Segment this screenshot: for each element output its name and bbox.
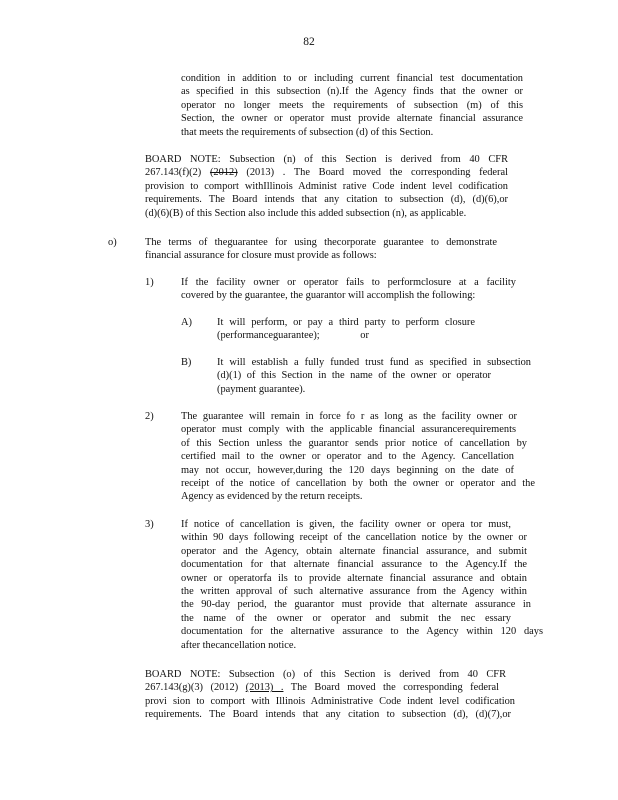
text-line: (d)(1) of this Section in the name of the owner or operator	[217, 370, 491, 382]
text-line: operator must comply with the applicable financial assurancerequirements	[181, 424, 516, 436]
text-line: as specified in this subsection (n).If the Agency finds that the owner or	[181, 86, 523, 98]
text-line: (payment guarantee).	[217, 383, 306, 395]
text-line: The terms of theguarantee for using thecorporate guarantee to demonstrate	[145, 237, 497, 248]
text-line: condition in addition to or including current financial test documentation	[181, 73, 523, 84]
text-line: Agency as evidenced by the return receipts.	[181, 491, 363, 503]
text-line: owner or operatorfa ils to provide alternate financial assurance and obtain	[181, 572, 527, 584]
text-line: the name of the owner or operator and submit the nec essary	[181, 612, 511, 624]
text-line	[145, 166, 508, 179]
item-3-text	[181, 518, 543, 652]
text-line: certified mail to the owner or operator and to the Agency. Cancellation	[181, 451, 514, 463]
text-line: The guarantee will remain in force fo r as long as the facility owner or	[181, 411, 517, 422]
text-line: operator no longer meets the requirements of subsection (m) of this	[181, 99, 523, 111]
text-line: (d)(6)(B) of this Section also include this added subsection (n), as applicable.	[145, 207, 467, 219]
text-line: the written approval of such alternative assurance from the Agency within	[181, 586, 527, 598]
text-line: financial assurance for closure must provide as follows:	[145, 250, 377, 262]
item-b-text	[217, 356, 531, 396]
citation-rest: The Board moved the corresponding federal	[290, 682, 499, 694]
text-line: If notice of cancellation is given, the facility owner or opera tor must,	[181, 519, 511, 530]
text-line: the 90-day period, the guarantor must provide that alternate assurance in	[181, 599, 531, 611]
text-line: Section, the owner or operator must provide alternate financial assurance	[181, 113, 523, 125]
subsection-o-label: o)	[108, 237, 117, 248]
text-line	[145, 681, 499, 694]
citation: 267.143(g)(3) (2012)	[145, 682, 239, 694]
text-line: covered by the guarantee, the guarantor will accomplish the following:	[181, 290, 476, 302]
page-number: 82	[303, 36, 315, 48]
text-line: that meets the requirements of subsection (d) of this Section.	[181, 126, 434, 138]
citation: 267.143(f)(2)	[145, 167, 202, 179]
text-line: documentation for the alternative assurance to the Agency within 120 days	[181, 626, 543, 638]
item-1-text	[181, 276, 516, 303]
text-line: If the facility owner or operator fails to performclosure at a facility	[181, 277, 516, 288]
subsection-o-text	[145, 236, 497, 263]
item-a-text	[217, 316, 475, 343]
text-line: receipt of the notice of cancellation by both the owner or operator and the	[181, 478, 535, 490]
text-line: (performanceguarantee); or	[217, 330, 369, 342]
text-line: after thecancellation notice.	[181, 639, 297, 651]
text-line: It will perform, or pay a third party to perform closure	[217, 317, 475, 328]
text-line: may not occur, however,during the 120 days beginning on the date of	[181, 464, 514, 476]
item-2-label: 2)	[145, 411, 154, 422]
text-line: It will establish a fully funded trust fund as specified in subsection	[217, 357, 531, 368]
continued-paragraph	[181, 72, 523, 139]
inserted-text: (2013) .	[245, 682, 284, 694]
board-note-o	[145, 668, 515, 722]
text-line: requirements. The Board intends that any citation to subsection (d), (d)(6),or	[145, 194, 508, 206]
item-b-label: B)	[181, 357, 192, 368]
item-3-label: 3)	[145, 519, 154, 530]
struck-text: (2012)	[209, 167, 238, 179]
text-line: BOARD NOTE: Subsection (n) of this Section is derived from 40 CFR	[145, 154, 508, 165]
text-line: provi sion to comport with Illinois Administrative Code indent level codification	[145, 695, 515, 707]
text-line: operator and the Agency, obtain alternate financial assurance, and submit	[181, 545, 527, 557]
text-line: provision to comport withIllinois Administ rative Code indent level codification	[145, 180, 508, 192]
board-note-n	[145, 153, 508, 220]
text-line: of this Section unless the guarantor sends prior notice of cancellation by	[181, 437, 527, 449]
item-2-text	[181, 410, 535, 504]
text-line: BOARD NOTE: Subsection (o) of this Section is derived from 40 CFR	[145, 669, 506, 680]
text-line: within 90 days following receipt of the cancellation notice by the owner or	[181, 532, 527, 544]
item-1-label: 1)	[145, 277, 154, 288]
text-line: requirements. The Board intends that any citation to subsection (d), (d)(7),or	[145, 709, 511, 721]
citation-rest: (2013) . The Board moved the corresponding federal	[246, 167, 508, 179]
item-a-label: A)	[181, 317, 192, 328]
text-line: documentation for that alternate financial assurance to the Agency.If the	[181, 559, 527, 571]
